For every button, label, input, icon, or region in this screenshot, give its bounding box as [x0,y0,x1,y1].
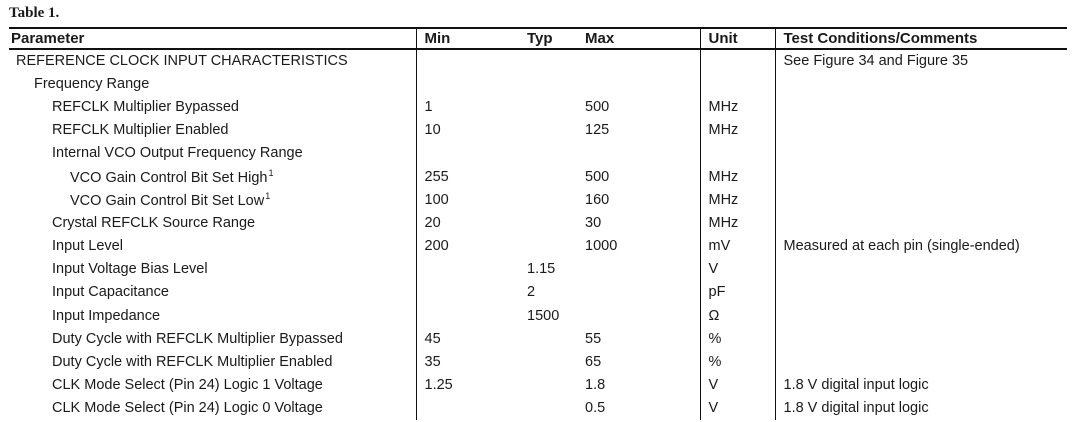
cell-min: 10 [416,119,527,142]
cell-min [416,281,527,304]
cell-comments [775,327,1067,350]
cell-parameter: CLK Mode Select (Pin 24) Logic 0 Voltage [52,400,323,417]
cell-parameter: Crystal REFCLK Source Range [52,214,256,231]
cell-parameter: CLK Mode Select (Pin 24) Logic 1 Voltage [52,377,323,394]
cell-max: 160 [585,191,610,208]
parameter-text: VCO Gain Control Bit Set Low [70,192,265,209]
cell-max [585,49,700,72]
cell-comments [775,188,1067,211]
cell-typ [527,397,585,420]
cell-unit: % [700,350,775,373]
cell-comments [775,281,1067,304]
cell-parameter: Internal VCO Output Frequency Range [52,145,303,162]
cell-max: 65 [585,354,602,371]
footnote-marker: 1 [265,190,271,201]
cell-max: 0.5 [585,400,606,417]
cell-unit: MHz [700,119,775,142]
cell-comments: See Figure 34 and Figure 35 [775,49,1067,72]
cell-unit [700,72,775,95]
table-row [9,165,1067,188]
cell-max [585,72,700,95]
cell-unit: MHz [700,95,775,118]
cell-min [416,258,527,281]
cell-comments: Measured at each pin (single-ended) [775,235,1067,258]
cell-typ [527,165,585,188]
header-min: Min [416,28,527,49]
table-row [9,142,1067,165]
cell-min: 200 [416,235,527,258]
footnote-marker: 1 [268,167,274,178]
table-header-row [9,28,1067,49]
table-row [9,258,1067,281]
cell-max: 500 [585,168,610,185]
cell-min: 1 [416,95,527,118]
cell-parameter: Duty Cycle with REFCLK Multiplier Enabled [52,354,333,371]
cell-typ [527,142,585,165]
cell-unit: pF [700,281,775,304]
cell-parameter: Input Level [52,238,123,255]
cell-comments [775,119,1067,142]
cell-max: 55 [585,330,602,347]
cell-max: 125 [585,122,610,139]
cell-max [585,304,700,327]
cell-min: 255 [416,165,527,188]
cell-typ [527,211,585,234]
table-title: Table 1. [9,5,60,21]
cell-min: 1.25 [416,374,527,397]
cell-unit: % [700,327,775,350]
cell-typ [527,72,585,95]
cell-max [585,142,700,165]
cell-max [585,258,700,281]
header-max: Max [585,28,700,49]
table-row [9,211,1067,234]
cell-typ [527,374,585,397]
cell-max: 500 [585,98,610,115]
cell-unit: MHz [700,211,775,234]
cell-typ: 2 [527,284,536,301]
cell-min [416,142,527,165]
table-row [9,397,1067,420]
cell-unit: MHz [700,188,775,211]
cell-min: 100 [416,188,527,211]
cell-parameter: REFCLK Multiplier Enabled [52,122,229,139]
cell-comments [775,304,1067,327]
cell-typ [527,350,585,373]
cell-parameter: Input Capacitance [52,284,169,301]
cell-typ: 1.15 [527,261,556,278]
cell-min: 20 [416,211,527,234]
header-unit: Unit [700,28,775,49]
cell-unit [700,142,775,165]
cell-parameter: Input Impedance [52,307,161,324]
cell-unit: V [700,374,775,397]
cell-parameter [9,165,416,188]
cell-typ [527,327,585,350]
cell-typ [527,49,585,72]
specifications-table [9,27,1067,420]
table-row [9,72,1067,95]
cell-parameter [9,188,416,211]
table-row [9,49,1067,72]
cell-typ [527,235,585,258]
cell-comments: 1.8 V digital input logic [775,374,1067,397]
cell-parameter: REFCLK Multiplier Bypassed [52,98,239,115]
table-row [9,350,1067,373]
table-row [9,281,1067,304]
cell-unit: MHz [700,165,775,188]
cell-parameter: Duty Cycle with REFCLK Multiplier Bypassed [52,330,343,347]
table-row [9,235,1067,258]
cell-comments [775,95,1067,118]
cell-max: 30 [585,214,602,231]
table-row [9,188,1067,211]
cell-min [416,304,527,327]
header-comments: Test Conditions/Comments [775,28,1067,49]
cell-unit: Ω [700,304,775,327]
cell-min: 45 [416,327,527,350]
table-row [9,374,1067,397]
cell-parameter: Frequency Range [34,75,150,92]
cell-comments [775,211,1067,234]
cell-typ [527,188,585,211]
cell-min [416,397,527,420]
cell-typ: 1500 [527,307,560,324]
cell-max: 1000 [585,238,618,255]
cell-parameter: REFERENCE CLOCK INPUT CHARACTERISTICS [16,53,348,70]
cell-typ [527,119,585,142]
header-typ: Typ [527,28,585,49]
header-parameter: Parameter [9,28,416,49]
cell-min [416,49,527,72]
table-row [9,119,1067,142]
cell-parameter: Input Voltage Bias Level [52,261,208,278]
cell-comments [775,72,1067,95]
cell-unit: V [700,397,775,420]
cell-min: 35 [416,350,527,373]
cell-comments [775,258,1067,281]
cell-comments [775,142,1067,165]
cell-unit: V [700,258,775,281]
cell-max: 1.8 [585,377,606,394]
cell-comments [775,165,1067,188]
cell-max [585,281,700,304]
cell-unit: mV [700,235,775,258]
cell-unit [700,49,775,72]
table-row [9,327,1067,350]
table-row [9,304,1067,327]
cell-comments: 1.8 V digital input logic [775,397,1067,420]
parameter-text: VCO Gain Control Bit Set High [70,169,268,186]
cell-min [416,72,527,95]
cell-comments [775,350,1067,373]
cell-typ [527,95,585,118]
table-row [9,95,1067,118]
